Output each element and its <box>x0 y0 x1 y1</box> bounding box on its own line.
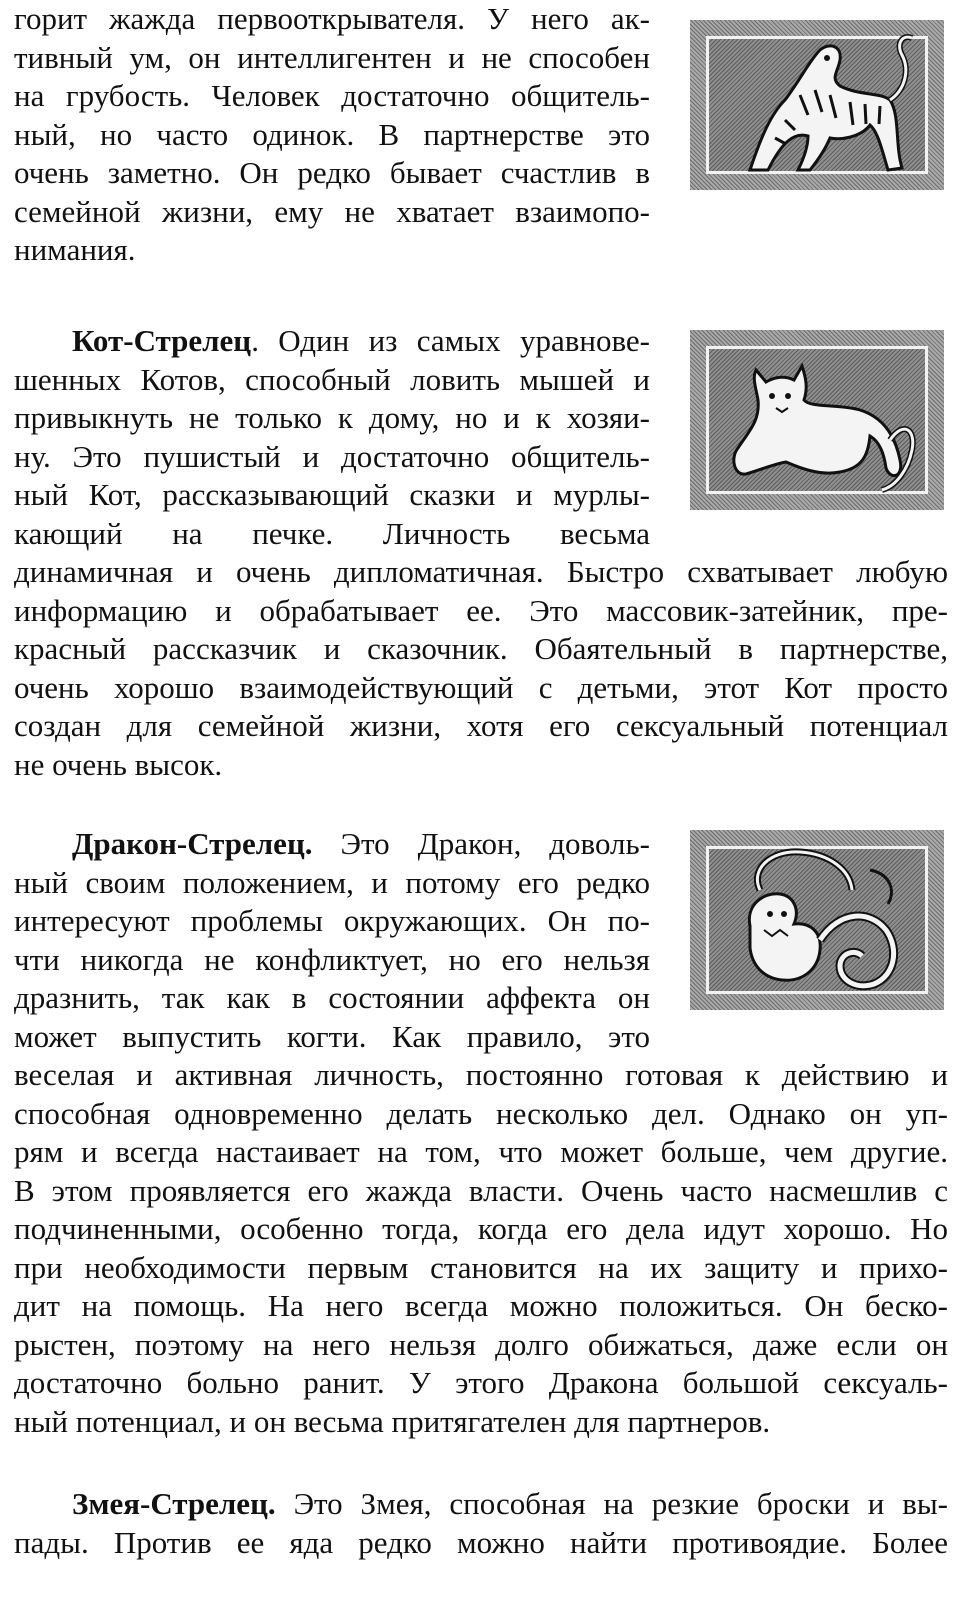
text-line: рям и всегда настаивает на том, что может больше, чем другие. <box>14 1134 948 1169</box>
text-line: способная одновременно делать несколько дел. Однако он уп- <box>14 1095 948 1131</box>
text-line: В этом проявляется его жажда власти. Очень часто насмешлив с <box>14 1172 948 1208</box>
section-heading-dragon: Дракон-Стрелец. <box>72 826 313 861</box>
text-line: не очень высок. <box>14 746 223 782</box>
text-line: ный потенциал, и он весьма притягателен для партнеров. <box>14 1403 771 1439</box>
text-line: тивный ум, он интеллигентен и не способен <box>14 39 650 75</box>
section-first-line <box>14 1485 948 1524</box>
text-line: очень заметно. Он редко бывает счастлив в <box>14 155 650 190</box>
text-line: при необходимости первым становится на их защиту и прихо- <box>14 1249 948 1285</box>
text-line: создан для семейной жизни, хотя его сексуальный потенциал <box>14 708 948 743</box>
text-line: информацию и обрабатывает ее. Это массовик-затейник, пре- <box>14 592 948 628</box>
text-line: ный, но часто одинок. В партнерстве это <box>14 116 650 152</box>
section-first-line <box>14 322 650 361</box>
text-line: красный рассказчик и сказочник. Обаятельный в партнерстве, <box>14 631 948 666</box>
text-line: интересуют проблемы окружающих. Он по- <box>14 903 650 938</box>
text-line: веселая и активная личность, постоянно готовая к действию и <box>14 1057 948 1092</box>
text-line: может выпустить когти. Как правило, это <box>14 1018 650 1054</box>
cat-illustration <box>690 330 944 510</box>
text-line: привыкнуть не только к дому, но и к хозяи- <box>14 400 650 435</box>
text-line: нимания. <box>14 232 136 267</box>
text-line: чти никогда не конфликтует, но его нельзя <box>14 941 650 977</box>
tiger-figure-icon <box>690 20 944 190</box>
text-line: кающий на печке. Личность весьма <box>14 515 650 551</box>
text-line: пады. Против ее яда редко можно найти противоядие. Более <box>14 1524 948 1560</box>
text-line: ный Кот, рассказывающий сказки и мурлы- <box>14 477 650 512</box>
text-line: подчиненными, особенно тогда, когда его дела идут хорошо. Но <box>14 1211 948 1246</box>
text-line: ну. Это пушистый и достаточно общитель- <box>14 438 650 474</box>
dragon-figure-icon <box>690 830 944 1010</box>
section-heading-snake: Змея-Стрелец. <box>72 1486 276 1521</box>
text-line: динамичная и очень дипломатичная. Быстро схватывает любую <box>14 554 948 589</box>
text-line: на грубость. Человек достаточно общитель- <box>14 78 650 113</box>
text-line: очень хорошо взаимодействующий с детьми, этот Кот просто <box>14 669 948 705</box>
text-run: Это Змея, способная на резкие броски и вы- <box>275 1486 948 1521</box>
tiger-illustration <box>690 20 944 190</box>
text-line: достаточно больно ранит. У этого Дракона большой сексуаль- <box>14 1365 948 1400</box>
dragon-illustration <box>690 830 944 1010</box>
text-run: . Один из самых уравнове- <box>251 323 650 358</box>
text-line: горит жажда первооткрывателя. У него ак- <box>14 1 650 36</box>
text-line: дит на помощь. На него всегда можно положиться. Он беско- <box>14 1288 948 1323</box>
text-line: дразнить, так как в состоянии аффекта он <box>14 980 650 1015</box>
cat-figure-icon <box>690 330 944 510</box>
section-heading-cat: Кот-Стрелец <box>72 323 252 358</box>
text-line: рыстен, поэтому на него нельзя долго обижаться, даже если он <box>14 1326 948 1362</box>
text-line: семейной жизни, ему не хватает взаимопо- <box>14 193 650 229</box>
text-line: ный своим положением, и потому его редко <box>14 864 650 900</box>
section-first-line <box>14 825 650 864</box>
text-run: Это Дракон, доволь- <box>312 826 650 861</box>
text-line: шенных Котов, способный ловить мышей и <box>14 361 650 397</box>
